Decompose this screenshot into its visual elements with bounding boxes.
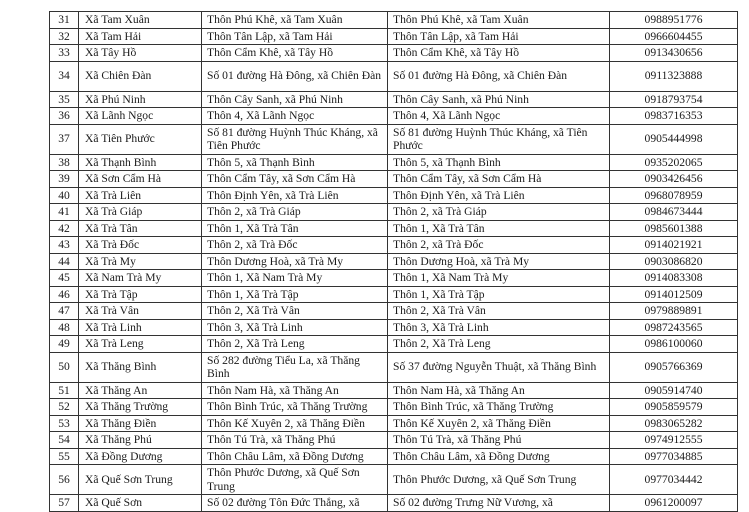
row-number: 57 bbox=[50, 495, 79, 512]
commune-name: Xã Trà Giáp bbox=[79, 204, 202, 221]
commune-name: Xã Trà Đốc bbox=[79, 237, 202, 254]
commune-name: Xã Lãnh Ngọc bbox=[79, 108, 202, 125]
phone-number: 0968078959 bbox=[610, 187, 738, 204]
table-row bbox=[50, 319, 738, 336]
address-alt-cell: Thôn 2, xã Trà Đốc bbox=[388, 237, 610, 254]
phone-number: 0905914740 bbox=[610, 382, 738, 399]
address-cell: Số 81 đường Huỳnh Thúc Kháng, xã Tiên Phước bbox=[202, 124, 388, 154]
phone-number: 0914012509 bbox=[610, 286, 738, 303]
commune-name: Xã Thăng Trường bbox=[79, 399, 202, 416]
address-cell: Thôn Tú Trà, xã Thăng Phú bbox=[202, 432, 388, 449]
table-row bbox=[50, 187, 738, 204]
address-cell: Thôn 2, Xã Trà Vân bbox=[202, 303, 388, 320]
address-cell: Thôn Châu Lâm, xã Đồng Dương bbox=[202, 448, 388, 465]
table-row bbox=[50, 124, 738, 154]
row-number: 36 bbox=[50, 108, 79, 125]
row-number: 56 bbox=[50, 465, 79, 495]
address-cell: Số 01 đường Hà Đông, xã Chiên Đàn bbox=[202, 61, 388, 91]
phone-number: 0984673444 bbox=[610, 204, 738, 221]
phone-number: 0988951776 bbox=[610, 12, 738, 29]
phone-number: 0914083308 bbox=[610, 270, 738, 287]
table-row bbox=[50, 352, 738, 382]
row-number: 45 bbox=[50, 270, 79, 287]
row-number: 39 bbox=[50, 171, 79, 188]
table-row bbox=[50, 61, 738, 91]
phone-number: 0911323888 bbox=[610, 61, 738, 91]
phone-number: 0905766369 bbox=[610, 352, 738, 382]
address-alt-cell: Thôn 1, Xã Nam Trà My bbox=[388, 270, 610, 287]
phone-number: 0974912555 bbox=[610, 432, 738, 449]
table-row bbox=[50, 253, 738, 270]
address-alt-cell: Số 37 đường Nguyễn Thuật, xã Thăng Bình bbox=[388, 352, 610, 382]
phone-number: 0979889891 bbox=[610, 303, 738, 320]
address-alt-cell: Thôn 1, Xã Trà Tân bbox=[388, 220, 610, 237]
address-cell: Số 02 đường Tôn Đức Thắng, xã bbox=[202, 495, 388, 512]
commune-name: Xã Tiên Phước bbox=[79, 124, 202, 154]
commune-name: Xã Trà Vân bbox=[79, 303, 202, 320]
address-alt-cell: Thôn Định Yên, xã Trà Liên bbox=[388, 187, 610, 204]
address-cell: Thôn Kế Xuyên 2, xã Thăng Điền bbox=[202, 415, 388, 432]
table-row bbox=[50, 415, 738, 432]
address-alt-cell: Số 01 đường Hà Đông, xã Chiên Đàn bbox=[388, 61, 610, 91]
address-cell: Thôn 2, xã Trà Đốc bbox=[202, 237, 388, 254]
row-number: 55 bbox=[50, 448, 79, 465]
phone-number: 0918793754 bbox=[610, 91, 738, 108]
row-number: 32 bbox=[50, 28, 79, 45]
address-alt-cell: Thôn Kế Xuyên 2, xã Thăng Điền bbox=[388, 415, 610, 432]
address-cell: Thôn 2, xã Trà Giáp bbox=[202, 204, 388, 221]
row-number: 53 bbox=[50, 415, 79, 432]
table-row bbox=[50, 399, 738, 416]
address-alt-cell: Thôn Cẩm Khê, xã Tây Hồ bbox=[388, 45, 610, 62]
row-number: 52 bbox=[50, 399, 79, 416]
address-alt-cell: Thôn 2, Xã Trà Vân bbox=[388, 303, 610, 320]
address-alt-cell: Thôn Cây Sanh, xã Phú Ninh bbox=[388, 91, 610, 108]
address-alt-cell: Thôn Châu Lâm, xã Đồng Dương bbox=[388, 448, 610, 465]
phone-number: 0914021921 bbox=[610, 237, 738, 254]
address-cell: Thôn Dương Hoà, xã Trà My bbox=[202, 253, 388, 270]
row-number: 54 bbox=[50, 432, 79, 449]
address-cell: Thôn Phú Khê, xã Tam Xuân bbox=[202, 12, 388, 29]
address-alt-cell: Thôn Nam Hà, xã Thăng An bbox=[388, 382, 610, 399]
commune-name: Xã Phú Ninh bbox=[79, 91, 202, 108]
row-number: 40 bbox=[50, 187, 79, 204]
row-number: 51 bbox=[50, 382, 79, 399]
table-row bbox=[50, 154, 738, 171]
address-cell: Thôn Cẩm Tây, xã Sơn Cẩm Hà bbox=[202, 171, 388, 188]
row-number: 47 bbox=[50, 303, 79, 320]
commune-name: Xã Thăng Phú bbox=[79, 432, 202, 449]
commune-name: Xã Trà Leng bbox=[79, 336, 202, 353]
address-cell: Thôn Cây Sanh, xã Phú Ninh bbox=[202, 91, 388, 108]
phone-number: 0935202065 bbox=[610, 154, 738, 171]
phone-number: 0987243565 bbox=[610, 319, 738, 336]
table-row bbox=[50, 171, 738, 188]
commune-name: Xã Trà Liên bbox=[79, 187, 202, 204]
table-row bbox=[50, 432, 738, 449]
address-alt-cell: Thôn Bình Trúc, xã Thăng Trường bbox=[388, 399, 610, 416]
address-alt-cell: Thôn Cẩm Tây, xã Sơn Cẩm Hà bbox=[388, 171, 610, 188]
address-alt-cell: Thôn 5, xã Thạnh Bình bbox=[388, 154, 610, 171]
table-row bbox=[50, 495, 738, 512]
phone-number: 0903426456 bbox=[610, 171, 738, 188]
address-alt-cell: Thôn 3, Xã Trà Linh bbox=[388, 319, 610, 336]
row-number: 31 bbox=[50, 12, 79, 29]
row-number: 42 bbox=[50, 220, 79, 237]
address-alt-cell: Thôn 4, Xã Lãnh Ngọc bbox=[388, 108, 610, 125]
row-number: 43 bbox=[50, 237, 79, 254]
table-row bbox=[50, 108, 738, 125]
address-cell: Thôn Cẩm Khê, xã Tây Hồ bbox=[202, 45, 388, 62]
address-alt-cell: Số 02 đường Trưng Nữ Vương, xã bbox=[388, 495, 610, 512]
row-number: 46 bbox=[50, 286, 79, 303]
address-cell: Thôn 1, Xã Trà Tân bbox=[202, 220, 388, 237]
table-row bbox=[50, 270, 738, 287]
phone-number: 0977034885 bbox=[610, 448, 738, 465]
address-cell: Số 282 đường Tiểu La, xã Thăng Bình bbox=[202, 352, 388, 382]
phone-number: 0905859579 bbox=[610, 399, 738, 416]
address-cell: Thôn 3, Xã Trà Linh bbox=[202, 319, 388, 336]
phone-number: 0905444998 bbox=[610, 124, 738, 154]
row-number: 38 bbox=[50, 154, 79, 171]
address-cell: Thôn 2, Xã Trà Leng bbox=[202, 336, 388, 353]
table-row bbox=[50, 45, 738, 62]
row-number: 33 bbox=[50, 45, 79, 62]
table-row bbox=[50, 237, 738, 254]
address-alt-cell: Thôn Tú Trà, xã Thăng Phú bbox=[388, 432, 610, 449]
commune-name: Xã Nam Trà My bbox=[79, 270, 202, 287]
address-alt-cell: Thôn 2, xã Trà Giáp bbox=[388, 204, 610, 221]
address-cell: Thôn 4, Xã Lãnh Ngọc bbox=[202, 108, 388, 125]
address-cell: Thôn Phước Dương, xã Quế Sơn Trung bbox=[202, 465, 388, 495]
row-number: 34 bbox=[50, 61, 79, 91]
table-row bbox=[50, 382, 738, 399]
address-alt-cell: Thôn Dương Hoà, xã Trà My bbox=[388, 253, 610, 270]
address-cell: Thôn Tân Lập, xã Tam Hải bbox=[202, 28, 388, 45]
commune-name: Xã Tây Hồ bbox=[79, 45, 202, 62]
table-body bbox=[50, 12, 738, 512]
table-row bbox=[50, 204, 738, 221]
phone-number: 0913430656 bbox=[610, 45, 738, 62]
row-number: 44 bbox=[50, 253, 79, 270]
commune-name: Xã Quế Sơn Trung bbox=[79, 465, 202, 495]
address-alt-cell: Số 81 đường Huỳnh Thúc Kháng, xã Tiên Phước bbox=[388, 124, 610, 154]
row-number: 37 bbox=[50, 124, 79, 154]
row-number: 48 bbox=[50, 319, 79, 336]
commune-name: Xã Chiên Đàn bbox=[79, 61, 202, 91]
commune-name: Xã Quế Sơn bbox=[79, 495, 202, 512]
address-alt-cell: Thôn Phú Khê, xã Tam Xuân bbox=[388, 12, 610, 29]
commune-name: Xã Thạnh Bình bbox=[79, 154, 202, 171]
commune-name: Xã Trà Tân bbox=[79, 220, 202, 237]
commune-name: Xã Trà Tập bbox=[79, 286, 202, 303]
row-number: 35 bbox=[50, 91, 79, 108]
address-cell: Thôn Định Yên, xã Trà Liên bbox=[202, 187, 388, 204]
commune-name: Xã Sơn Cẩm Hà bbox=[79, 171, 202, 188]
address-alt-cell: Thôn Phước Dương, xã Quế Sơn Trung bbox=[388, 465, 610, 495]
commune-contact-table bbox=[49, 11, 738, 512]
commune-name: Xã Thăng Bình bbox=[79, 352, 202, 382]
address-alt-cell: Thôn 2, Xã Trà Leng bbox=[388, 336, 610, 353]
commune-name: Xã Thăng An bbox=[79, 382, 202, 399]
address-alt-cell: Thôn 1, Xã Trà Tập bbox=[388, 286, 610, 303]
table-row bbox=[50, 465, 738, 495]
phone-number: 0903086820 bbox=[610, 253, 738, 270]
row-number: 49 bbox=[50, 336, 79, 353]
commune-name: Xã Đồng Dương bbox=[79, 448, 202, 465]
address-alt-cell: Thôn Tân Lập, xã Tam Hải bbox=[388, 28, 610, 45]
phone-number: 0986100060 bbox=[610, 336, 738, 353]
phone-number: 0977034442 bbox=[610, 465, 738, 495]
phone-number: 0966604455 bbox=[610, 28, 738, 45]
table-row bbox=[50, 220, 738, 237]
commune-name: Xã Tam Hải bbox=[79, 28, 202, 45]
row-number: 41 bbox=[50, 204, 79, 221]
phone-number: 0983716353 bbox=[610, 108, 738, 125]
commune-name: Xã Trà My bbox=[79, 253, 202, 270]
commune-name: Xã Thăng Điền bbox=[79, 415, 202, 432]
address-cell: Thôn 1, Xã Nam Trà My bbox=[202, 270, 388, 287]
address-cell: Thôn Bình Trúc, xã Thăng Trường bbox=[202, 399, 388, 416]
address-cell: Thôn Nam Hà, xã Thăng An bbox=[202, 382, 388, 399]
table-row bbox=[50, 28, 738, 45]
phone-number: 0985601388 bbox=[610, 220, 738, 237]
table-row bbox=[50, 303, 738, 320]
table-row bbox=[50, 91, 738, 108]
row-number: 50 bbox=[50, 352, 79, 382]
table-row bbox=[50, 448, 738, 465]
commune-name: Xã Trà Linh bbox=[79, 319, 202, 336]
phone-number: 0983065282 bbox=[610, 415, 738, 432]
table-row bbox=[50, 286, 738, 303]
commune-name: Xã Tam Xuân bbox=[79, 12, 202, 29]
address-cell: Thôn 5, xã Thạnh Bình bbox=[202, 154, 388, 171]
table-row bbox=[50, 12, 738, 29]
table-row bbox=[50, 336, 738, 353]
phone-number: 0961200097 bbox=[610, 495, 738, 512]
address-cell: Thôn 1, Xã Trà Tập bbox=[202, 286, 388, 303]
